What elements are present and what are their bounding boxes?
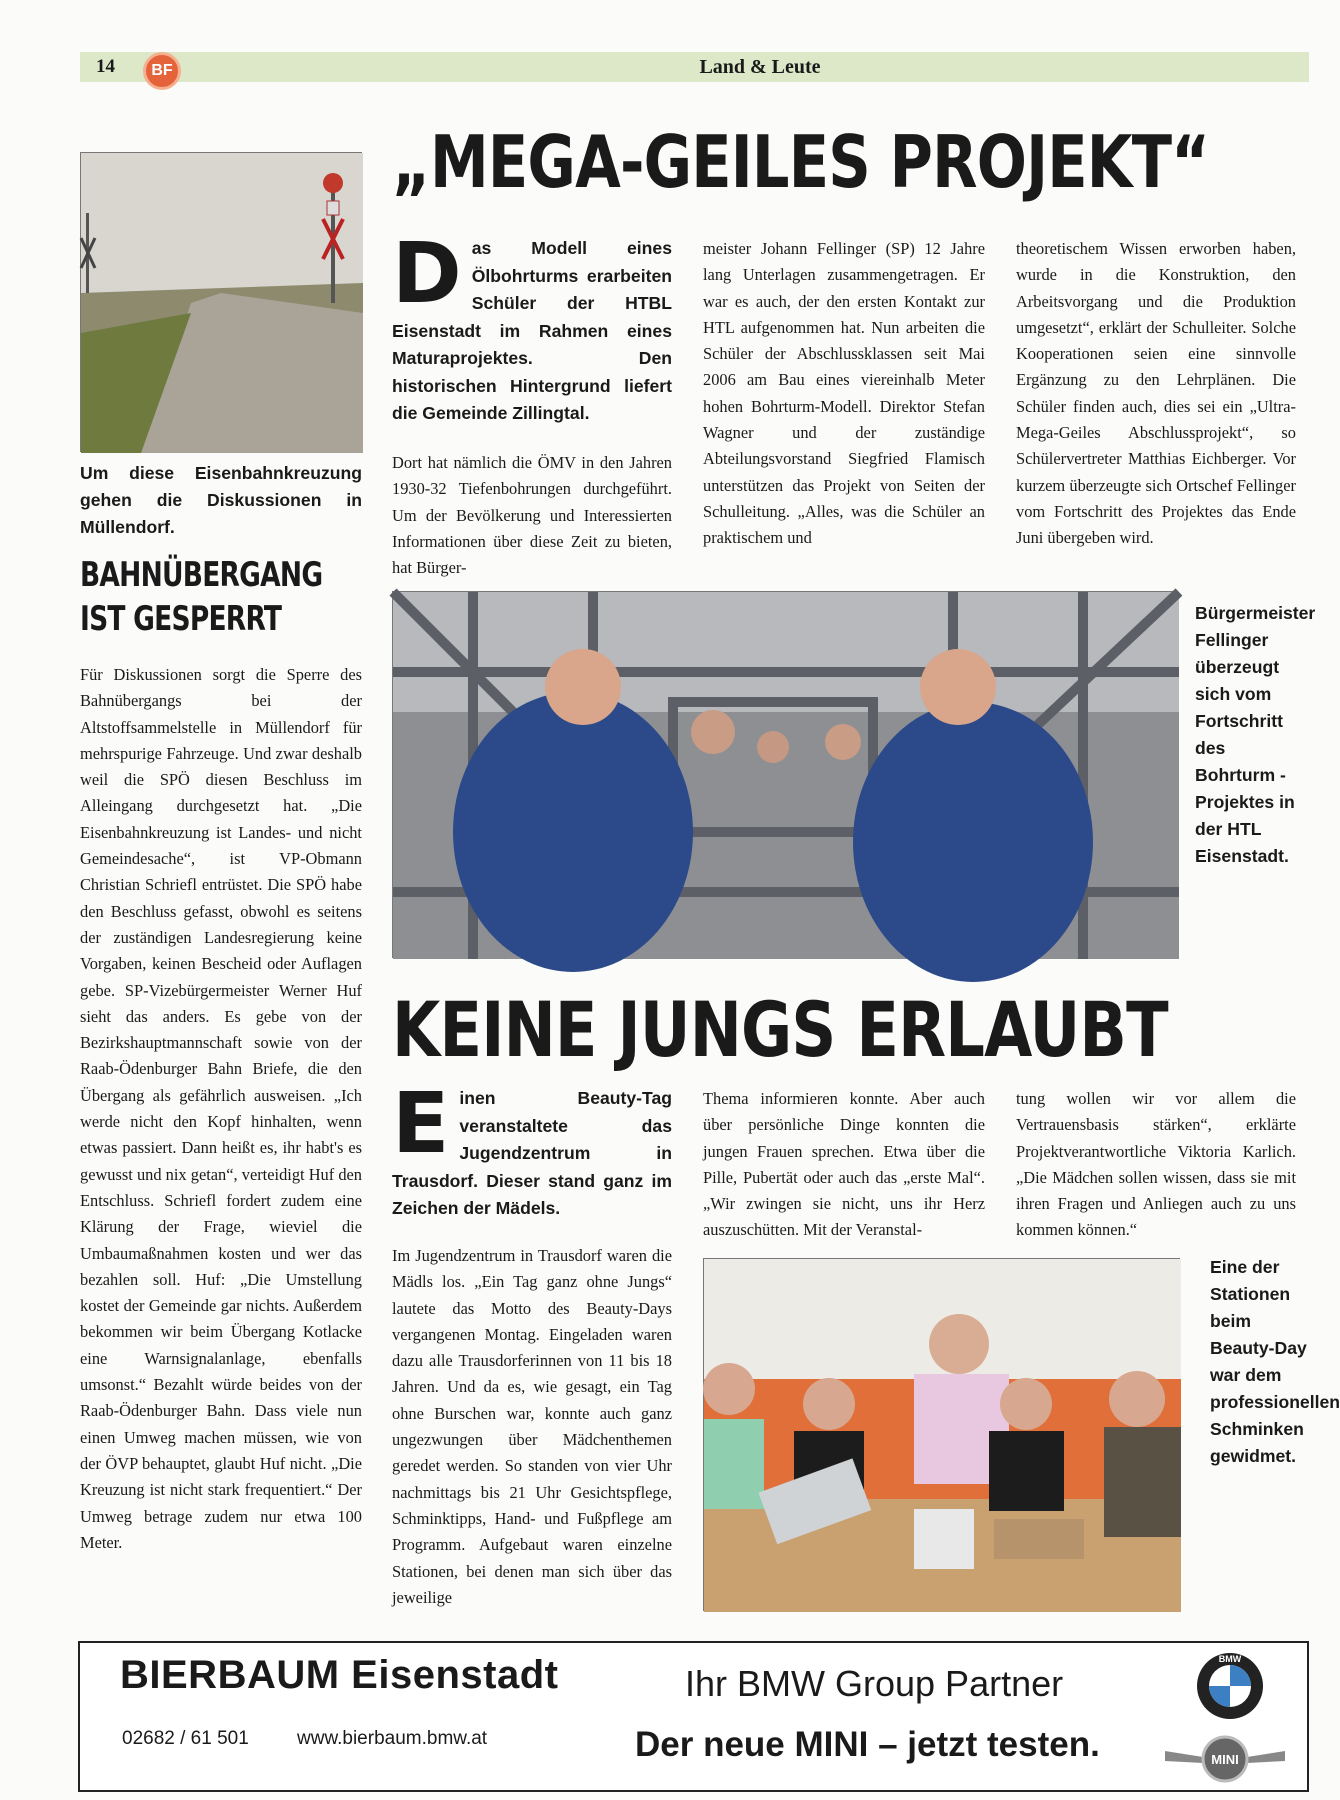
newspaper-logo: BF: [143, 52, 181, 90]
second-col2: Thema informieren konnte. Aber auch über persönliche Dinge konnten die jungen Frauen sprechen. Etwa über die Pille, Pubertät oder auch das „erste Mal“. „Wir zwingen sie nicht, uns ihr Herz auszuschütten. Mit der Veranstal-: [703, 1089, 985, 1240]
oil-rig-photo-caption: Bürgermeister Fellinger überzeugt sich vom Fortschritt des Bohrturm - Projektes in der HTL Eisenstadt.: [1195, 603, 1316, 866]
mini-logo-icon: [1165, 1731, 1285, 1783]
second-lead-block: [392, 1074, 672, 1223]
second-lead: inen Beauty-Tag veranstaltete das Jugendzentrum in Trausdorf. Dieser stand ganz im Zeichen der Mädels.: [392, 1088, 672, 1218]
left-article-body: Für Diskussionen sorgt die Sperre des Bahnübergangs bei der Altstoffsammelstelle in Müllendorf für mehrspurige Fahrzeuge. Und zwar deshalb weil die SPÖ diesen Beschluss im Alleingang durchgesetzt hat. „Die Eisenbahnkreuzung ist Landes- und nicht Gemeindesache“, ist VP-Obmann Christian Schriefl entrüstet. Die SPÖ habe den Beschluss gefasst, obwohl es seitens der zuständigen Landesregierung keine Vorgaben, keinen Bescheid oder Auflagen gebe. SP-Vizebürgermeister Werner Huf sieht das anders. Es gebe von der Bezirkshauptmannschaft sowie von der Raab-Ödenburger Bahn Briefe, die den Übergang als gefährlich ausweisen. „Ich werde nicht den Kopf hinhalten, wenn etwas passiert. Dann heißt es, ihr habt's es gewusst und nix getan“, verteidigt Huf den Entschluss. Schriefl fordert zudem eine Klärung der Frage, wieviel die Umbaumaßnahmen kosten und wer das bezahlen soll. Huf: „Die Umstellung kostet der Gemeinde gar nichts. Außerdem bekommen wir beim Übergang Kotlacke eine Warnsignalanlage, ebenfalls umsonst.“ Bezahlt würde beides von der Raab-Ödenburger Bahn. Dass viele nun einen Umweg machen müssen, wie von der ÖVP behauptet, glaubt Huf nicht. „Die Kreuzung ist nicht stark frequentiert.“ Der Umweg betrage zudem nur etwa 100 Meter.: [80, 665, 362, 1552]
side-headline-line2: IST GESPERRT: [80, 599, 282, 639]
page-number: 14: [96, 56, 115, 77]
second-col1: Im Jugendzentrum in Trausdorf waren die Mädls los. „Ein Tag ganz ohne Jungs“ lautete das Motto des Beauty-Days vergangenen Montag. Eingeladen waren dazu alle Trausdorferinnen von 11 bis 18 Jahren. Und da es, wie gesagt, ein Tag ohne Burschen war, konnte auch ganz ungezwungen über Mädchenthemen geredet werden. So standen von vier Uhr nachmittags bis 21 Uhr Gesichtspflege, Schminktipps, Hand- und Fußpflege am Programm. Aufgebaut waren einzelne Stationen, bei denen man sich über das jeweilige: [392, 1246, 672, 1607]
ad-phone: 02682 / 61 501: [122, 1728, 249, 1749]
main-col1: Dort hat nämlich die ÖMV in den Jahren 1930-32 Tiefenbohrungen durchgeführt. Um der Bevölkerung und Interessierten Informationen über diese Zeit zu bieten, hat Bürger-: [392, 453, 672, 578]
main-col3: theoretischem Wissen erworben haben, wurde in die Konstruktion, den Arbeitsvorgang und die Produktion umgesetzt“, erklärt der Schulleiter. Solche Kooperationen seien eine sinnvolle Ergänzung zu den Lehrplänen. Die Schüler finden auch, dies sei ein „Ultra-Mega-Geiles Abschlussprojekt“, so Schülervertreter Matthias Eichberger. Vor kurzem überzeugte sich Ortschef Fellinger vom Fortschritt des Projektes das Ende Juni übergeben wird.: [1016, 239, 1296, 548]
beauty-day-photo: [703, 1258, 1180, 1611]
side-headline: [80, 553, 322, 641]
side-headline-line1: BAHNÜBERGANG: [80, 555, 323, 595]
ad-website[interactable]: www.bierbaum.bmw.at: [297, 1728, 488, 1749]
second-headline: KEINE JUNGS ERLAUBT: [392, 985, 1168, 1074]
oil-rig-model-photo: [392, 591, 1178, 958]
railway-photo-caption: Um diese Eisenbahnkreuzung gehen die Diskussionen in Müllendorf.: [80, 463, 362, 537]
second-col3: tung wollen wir vor allem die Vertrauensbasis stärken“, erklärte Projektverantwortliche Viktoria Karlich. „Die Mädchen sollen wissen, dass sie mit ihren Fragen und Anliegen auch zu uns kommen können.“: [1016, 1089, 1296, 1240]
beauty-day-photo-caption: Eine der Stationen beim Beauty-Day war dem professionellen Schminken gewidmet.: [1210, 1257, 1340, 1466]
main-headline: „MEGA-GEILES PROJEKT“: [392, 120, 1210, 204]
railway-crossing-photo: [80, 152, 362, 452]
main-lead: as Modell eines Ölbohrturms erarbeiten Schüler der HTBL Eisenstadt im Rahmen eines Maturaprojektes. Den historischen Hintergrund liefert die Gemeinde Zillingtal.: [392, 238, 672, 423]
section-title: Land & Leute: [699, 56, 821, 78]
second-drop-cap: E: [392, 1074, 450, 1172]
bmw-logo-icon: [1195, 1651, 1265, 1721]
bmw-logo-text: BMW: [1218, 1654, 1242, 1664]
mini-logo-text: MINI: [1211, 1752, 1239, 1767]
ad-partner-line: Ihr BMW Group Partner: [685, 1663, 1064, 1704]
bierbaum-advertisement[interactable]: [78, 1641, 1309, 1792]
main-col2: meister Johann Fellinger (SP) 12 Jahre lang Unterlagen zusammengetragen. Er war es auch, der den ersten Kontakt zur HTL aufgenommen hat. Nun arbeiten die Schüler der Abschlussklassen seit Mai 2006 am Bau eines viereinhalb Meter hohen Bohrturm-Modell. Direktor Stefan Wagner und der zuständige Abteilungsvorstand Siegfried Flamisch unterstützen das Projekt von Seiten der Schulleitung. „Alles, was die Schüler an praktischem und: [703, 239, 985, 548]
ad-brand: BIERBAUM Eisenstadt: [120, 1653, 559, 1697]
main-lead-block: [392, 224, 672, 428]
main-drop-cap: D: [392, 224, 462, 322]
ad-mini-slogan: Der neue MINI – jetzt testen.: [635, 1725, 1100, 1764]
